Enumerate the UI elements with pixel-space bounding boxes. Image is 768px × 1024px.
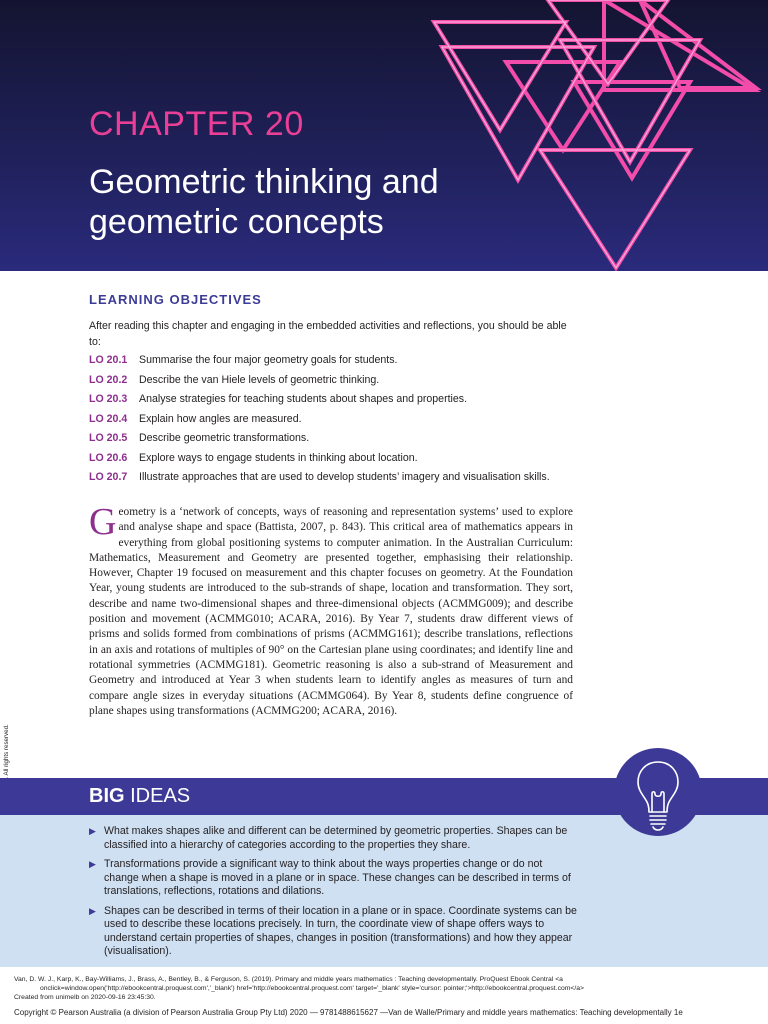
objective-text: Describe geometric transformations. bbox=[139, 432, 310, 444]
bullet-arrow-icon: ▶ bbox=[89, 859, 96, 869]
learning-objective bbox=[89, 450, 709, 470]
objective-text: Explore ways to engage students in thinking about location. bbox=[139, 451, 418, 464]
chapter-title bbox=[89, 162, 549, 242]
chapter-number: CHAPTER 20 bbox=[89, 105, 304, 143]
citation-line: onclick=window.open('http://ebookcentral.proquest.com','_blank') href='http://ebookcentral.proquest.com' target='_blank' style='cursor: pointer;'>http://ebookcentral.proquest.com</a> bbox=[40, 985, 585, 992]
objective-code: LO 20.4 bbox=[89, 412, 128, 425]
body-paragraph-text: eometry is a ‘network of concepts, ways of reasoning and representation systems’ used to explore and analyse shape and space (Battista, 2007, p. 843). This critical area of mathematics appears in everything from global positioning systems to computer animation. In the Australian Curriculum: Mathematics, Measurement and Geometry are presented together, emphasising their relationship. However, Chapter 19 focused on measurement and this chapter focuses on geometry. At the Foundation Year, young students are introduced to the sub-strands of shape, location and transformation. They sort, describe and name two-dimensional shapes and three-dimensional objects (ACMMG009); and describe position and movement (ACMMG010; ACARA, 2016). By Year 7, students draw different views of prisms and solids formed from combinations of prisms (ACMMG161); describe translations, reflections in an axis and rotations of multiples of 90° on the Cartesian plane using coordinates; and identify line and rotational symmetries (ACMMG181). Geometric reasoning is also a sub-strand of Measurement and Geometry and introduced at Year 3 when students learn to identify angles as measures of turn and compare angle sizes in everyday situations (ACMMG064). By Year 8, students define congruence of plane shapes using transformations (ACMMG200; ACARA, 2016). bbox=[89, 506, 573, 717]
learning-objective bbox=[89, 352, 709, 372]
learning-objectives-list bbox=[89, 352, 709, 489]
big-idea-item bbox=[89, 858, 579, 899]
drop-cap: G bbox=[89, 501, 117, 543]
chapter-title-line2: geometric concepts bbox=[89, 203, 384, 241]
learning-objective bbox=[89, 372, 709, 392]
objective-code: LO 20.5 bbox=[89, 432, 128, 444]
chapter-title-line1: Geometric thinking and bbox=[89, 163, 439, 201]
objective-text: Analyse strategies for teaching students about shapes and properties. bbox=[139, 393, 468, 405]
objective-code: LO 20.2 bbox=[89, 373, 128, 386]
objective-text: Describe the van Hiele levels of geometric thinking. bbox=[139, 373, 380, 386]
big-idea-item bbox=[89, 905, 579, 959]
big-ideas-title-bold: BIG bbox=[89, 785, 125, 807]
learning-objective bbox=[89, 411, 709, 431]
footer-copyright: Copyright © Pearson Australia (a division of Pearson Australia Group Pty Ltd) 2020 — 9781488615627 —Van de Walle/Primary and middle years mathematics: Teaching developmentally 1e bbox=[14, 1008, 683, 1017]
bullet-arrow-icon: ▶ bbox=[89, 826, 96, 836]
big-idea-text: What makes shapes alike and different can be determined by geometric properties. Shapes can be classified into a hierarchy of categories according to the properties they share. bbox=[104, 825, 568, 851]
big-idea-item bbox=[89, 825, 579, 852]
learning-objective bbox=[89, 430, 709, 450]
footer-citation bbox=[14, 975, 764, 1002]
chapter-header bbox=[0, 0, 768, 271]
big-ideas-title-rest: IDEAS bbox=[124, 785, 191, 807]
objective-code: LO 20.1 bbox=[89, 354, 128, 366]
objective-code: LO 20.7 bbox=[89, 471, 128, 483]
citation-line: Van, D. W. J., Karp, K., Bay-Williams, J., Brass, A., Bentley, B., & Ferguson, S. (2019). Primary and middle years mathematics : Teaching developmentally. ProQuest Ebook Central <a bbox=[14, 976, 563, 983]
objective-code: LO 20.6 bbox=[89, 451, 128, 464]
body-paragraph bbox=[89, 501, 573, 719]
big-idea-text: Shapes can be described in terms of their location in a plane or in space. Coordinate systems can be used to describe these locations precisely. In turn, the coordinate view of shape offers ways to understand certain properties of shapes, changes in position (transformations) and how they appear (visualisation). bbox=[104, 904, 577, 957]
learning-objectives-intro: After reading this chapter and engaging in the embedded activities and reflections, you should be able to: bbox=[89, 320, 567, 348]
bullet-arrow-icon: ▶ bbox=[89, 905, 96, 916]
learning-objective bbox=[89, 391, 709, 411]
objective-text: Summarise the four major geometry goals for students. bbox=[139, 354, 398, 366]
created-from-line: Created from unimelb on 2020-09-16 23:45:30. bbox=[14, 994, 156, 1001]
light-bulb-badge bbox=[614, 748, 702, 836]
objective-text: Illustrate approaches that are used to develop students’ imagery and visualisation skills. bbox=[139, 471, 550, 483]
light-bulb-icon bbox=[614, 748, 702, 836]
big-ideas-list bbox=[89, 825, 579, 965]
big-ideas-title bbox=[89, 785, 190, 808]
learning-objective bbox=[89, 469, 709, 489]
learning-objectives-heading: LEARNING OBJECTIVES bbox=[89, 292, 262, 307]
objective-code: LO 20.3 bbox=[89, 393, 128, 405]
big-idea-text: Transformations provide a significant way to think about the ways properties change or do not change when a shape is moved in a plane or in space. These changes can be described in terms of translations, reflections, rotations and dilations. bbox=[104, 858, 571, 897]
objective-text: Explain how angles are measured. bbox=[139, 412, 302, 425]
